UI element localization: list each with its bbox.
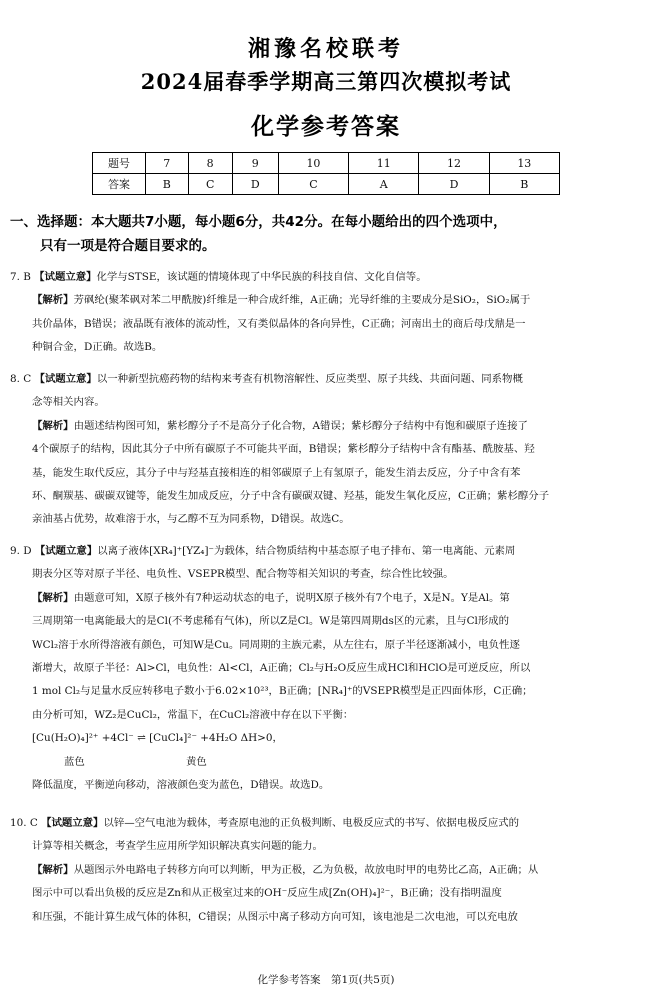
text-line: 共价晶体，B错误；液晶既有液体的流动性，又有类似晶体的各向异性，C正确；河南出土的商后母戊鼎是一 bbox=[32, 317, 526, 330]
answer-cell: D bbox=[232, 174, 278, 195]
question-10 bbox=[10, 812, 642, 929]
text-line: 以离子液体[XR₄]⁺[YZ₄]⁻为载体，结合物质结构中基态原子电子排布、第一电离能、元素周 bbox=[97, 545, 516, 557]
question-number: 7. B bbox=[10, 271, 31, 283]
question-number-cell: 8 bbox=[188, 153, 232, 174]
text-line: 环、酮羰基、碳碳双键等，能发生加成反应，分子中含有碳碳双键、羟基，能发生氧化反应，C正确；紫杉醇分子 bbox=[32, 489, 550, 502]
answer-cell: B bbox=[489, 174, 559, 195]
text-line: 种铜合金，D正确。故选B。 bbox=[32, 341, 163, 354]
question-number-cell: 7 bbox=[146, 153, 189, 174]
section-heading bbox=[10, 210, 642, 258]
text-line: 和压强，不能计算生成气体的体积，C错误；从图示中离子移动方向可知，该电池是二次电池，可以充电放 bbox=[32, 910, 518, 923]
text-line: 从题图示外电路电子转移方向可以判断，甲为正极，乙为负极，故放电时甲的电势比乙高，A正确；从 bbox=[73, 863, 539, 876]
answer-cell: D bbox=[419, 174, 489, 195]
question-number: 9. D bbox=[10, 545, 32, 557]
question-number: 8. C bbox=[10, 373, 32, 385]
exam-title: 2024届春季学期高三第四次模拟考试 bbox=[140, 69, 512, 94]
text-line: 以一种新型抗癌药物的结构来考查有机物溶解性、反应类型、原子共线、共面问题、同系物概 bbox=[96, 373, 523, 385]
color-label-blue: 蓝色 bbox=[64, 755, 85, 768]
intent-tag: 【试题立意】 bbox=[41, 817, 104, 829]
text-line: 图示中可以看出负极的反应是Zn和从正极室过来的OH⁻反应生成[Zn(OH)₄]²⁻，B正确；没有指明温度 bbox=[32, 887, 502, 900]
intent-tag: 【试题立意】 bbox=[34, 373, 97, 385]
row-label-number: 题号 bbox=[93, 153, 146, 174]
text-line: 由题意可知，X原子核外有7种运动状态的电子，说明X原子核外有7个电子，X是N。Y是Al。第 bbox=[73, 591, 510, 604]
page-footer: 化学参考答案 第1页(共5页) bbox=[257, 974, 395, 986]
analysis-tag: 【解析】 bbox=[32, 419, 74, 432]
analysis-tag: 【解析】 bbox=[32, 294, 74, 307]
analysis-tag: 【解析】 bbox=[32, 863, 74, 876]
text-line: 计算等相关概念，考查学生应用所学知识解决真实问题的能力。 bbox=[32, 840, 323, 853]
text-line: 三周期第一电离能最大的是Cl(不考虑稀有气体)，所以Z是Cl。W是第四周期ds区的元素，且与Cl形成的 bbox=[32, 615, 510, 628]
question-8 bbox=[10, 368, 642, 532]
question-number-cell: 13 bbox=[489, 153, 559, 174]
intent-tag: 【试题立意】 bbox=[34, 545, 98, 557]
text-line: 亲油基占优势，故难溶于水，与乙醇不互为同系物，D错误。故选C。 bbox=[32, 513, 350, 526]
section-heading-line1: 一、选择题：本大题共7小题，每小题6分，共42分。在每小题给出的四个选项中， bbox=[10, 214, 507, 230]
answer-cell: C bbox=[188, 174, 232, 195]
color-label-yellow: 黄色 bbox=[186, 755, 207, 768]
text-line: 由题述结构图可知，紫杉醇分子不是高分子化合物，A错误；紫杉醇分子结构中有饱和碳原子连接了 bbox=[73, 419, 528, 432]
question-number: 10. C bbox=[10, 817, 38, 829]
text-line: 渐增大，故原子半径：Al>Cl，电负性：Al<Cl，A正确；Cl₂与H₂O反应生成HCl和HClO是可逆反应，所以 bbox=[32, 661, 531, 674]
answer-cell: C bbox=[278, 174, 348, 195]
text-line: 芳砜纶(聚苯砜对苯二甲酰胺)纤维是一种合成纤维，A正确；光导纤维的主要成分是SiO₂，SiO₂属于 bbox=[73, 294, 531, 307]
row-label-answer: 答案 bbox=[93, 174, 146, 195]
answer-cell: A bbox=[349, 174, 419, 195]
question-number-cell: 11 bbox=[349, 153, 419, 174]
text-line: WCl₂溶于水所得溶液有颜色，可知W是Cu。同周期的主族元素，从左往右，原子半径逐渐减小，电负性逐 bbox=[32, 638, 520, 651]
section-heading-line2: 只有一项是符合题目要求的。 bbox=[40, 238, 216, 254]
question-number-cell: 12 bbox=[419, 153, 489, 174]
school-union-title: 湘豫名校联考 bbox=[247, 36, 404, 62]
text-line: 由分析可知，WZ₂是CuCl₂，常温下，在CuCl₂溶液中存在以下平衡： bbox=[32, 708, 354, 721]
text-line: 期表分区等对原子半径、电负性、VSEPR模型、配合物等相关知识的考查，综合性比较强。 bbox=[32, 568, 454, 581]
chemical-equation: [Cu(H₂O)₄]²⁺ +4Cl⁻ ⇌ [CuCl₄]²⁻ +4H₂O ΔH>0， bbox=[32, 732, 283, 745]
text-line: 降低温度，平衡逆向移动，溶液颜色变为蓝色，D错误。故选D。 bbox=[32, 778, 330, 791]
answer-cell: B bbox=[146, 174, 189, 195]
text-line: 以锌—空气电池为载体，考查原电池的正负极判断、电极反应式的书写、依据电极反应式的 bbox=[103, 817, 520, 829]
text-line: 4个碳原子的结构，因此其分子中所有碳原子不可能共平面，B错误；紫杉醇分子结构中含有酯基、酰胺基、羟 bbox=[32, 443, 535, 456]
question-9 bbox=[10, 540, 642, 797]
text-line: 1 mol Cl₂与足量水反应转移电子数小于6.02×10²³，B正确；[NR₄]⁺的VSEPR模型是正四面体形，C正确； bbox=[32, 685, 533, 698]
table-row-numbers bbox=[93, 153, 560, 174]
text-line: 化学与STSE，该试题的情境体现了中华民族的科技自信、文化自信等。 bbox=[96, 271, 427, 283]
text-line: 基，能发生取代反应，其分子中与羟基直接相连的相邻碳原子上有氢原子，能发生消去反应，分子中含有苯 bbox=[32, 466, 521, 479]
answer-table bbox=[92, 152, 560, 195]
text-line: 念等相关内容。 bbox=[32, 396, 105, 409]
intent-tag: 【试题立意】 bbox=[34, 271, 97, 283]
question-number-cell: 10 bbox=[278, 153, 348, 174]
analysis-tag: 【解析】 bbox=[32, 591, 74, 604]
question-7 bbox=[10, 266, 642, 360]
question-number-cell: 9 bbox=[232, 153, 278, 174]
answer-key-title: 化学参考答案 bbox=[251, 113, 401, 140]
table-row-answers bbox=[93, 174, 560, 195]
